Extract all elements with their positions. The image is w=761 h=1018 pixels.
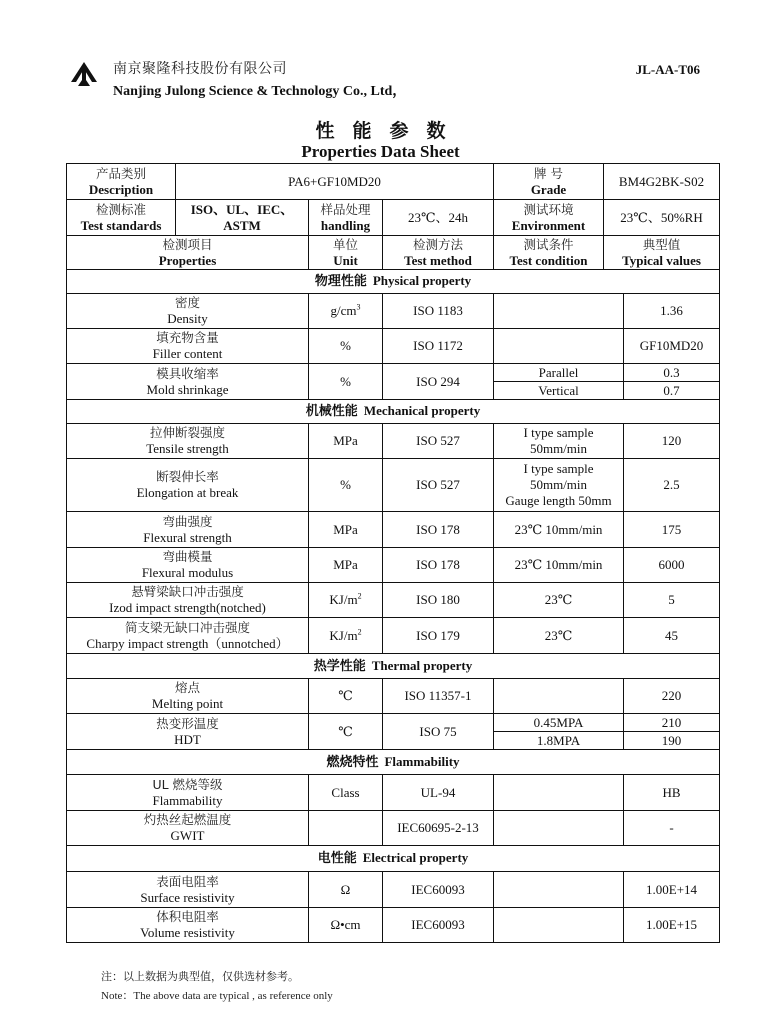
description-label: 产品类别 Description: [67, 164, 176, 200]
method-cell: UL-94: [383, 775, 494, 811]
unit-cell: Ω: [309, 872, 383, 908]
unit-cell: MPa: [309, 424, 383, 459]
unit-cell: Class: [309, 775, 383, 811]
method-cell: ISO 180: [383, 583, 494, 618]
julong-logo-icon: [70, 60, 98, 88]
condition-cell: 23℃: [494, 618, 624, 654]
unit-cell: Ω•cm: [309, 908, 383, 943]
unit-cell: [309, 811, 383, 846]
handling-label: 样品处理 handling: [309, 200, 383, 236]
method-cell: ISO 1183: [383, 294, 494, 329]
environment-label: 测试环境 Environment: [494, 200, 604, 236]
grade-value: BM4G2BK-S02: [604, 164, 720, 200]
unit-cell: MPa: [309, 548, 383, 583]
value-cell: 1.00E+14: [624, 872, 720, 908]
col-method: 检测方法 Test method: [383, 236, 494, 270]
property-name: 悬臂梁缺口冲击强度 Izod impact strength(notched): [67, 583, 309, 618]
value-cell: 1.00E+15: [624, 908, 720, 943]
section-physical: 物理性能 Physical property: [67, 270, 720, 294]
value-cell: 190: [624, 732, 720, 750]
value-cell: 6000: [624, 548, 720, 583]
table-row: [67, 872, 720, 908]
value-cell: 210: [624, 714, 720, 732]
condition-cell: Parallel: [494, 364, 624, 382]
value-cell: 0.3: [624, 364, 720, 382]
table-row: [67, 583, 720, 618]
property-name: 表面电阻率 Surface resistivity: [67, 872, 309, 908]
condition-cell: [494, 775, 624, 811]
table-row: [67, 459, 720, 512]
method-cell: IEC60093: [383, 908, 494, 943]
property-name: 断裂伸长率 Elongation at break: [67, 459, 309, 512]
property-name: 弯曲模量 Flexural modulus: [67, 548, 309, 583]
method-cell: ISO 178: [383, 548, 494, 583]
section-thermal: 热学性能 Thermal property: [67, 654, 720, 679]
table-row: [67, 618, 720, 654]
table-row: [67, 512, 720, 548]
condition-cell: [494, 908, 624, 943]
title-cn: 性能参数: [315, 120, 464, 142]
property-name: 拉伸断裂强度 Tensile strength: [67, 424, 309, 459]
condition-cell: I type sample 50mm/min Gauge length 50mm: [494, 459, 624, 512]
table-row: [67, 775, 720, 811]
property-name: 弯曲强度 Flexural strength: [67, 512, 309, 548]
method-cell: ISO 527: [383, 424, 494, 459]
property-name: 熔点 Melting point: [67, 679, 309, 714]
col-condition: 测试条件 Test condition: [494, 236, 604, 270]
method-cell: ISO 294: [383, 364, 494, 400]
company-name-cn: 南京聚隆科技股份有限公司: [113, 61, 287, 77]
handling-value: 23℃、24h: [383, 200, 494, 236]
environment-value: 23℃、50%RH: [604, 200, 720, 236]
value-cell: 2.5: [624, 459, 720, 512]
unit-cell: %: [309, 329, 383, 364]
method-cell: ISO 75: [383, 714, 494, 750]
property-name: 热变形温度 HDT: [67, 714, 309, 750]
value-cell: 120: [624, 424, 720, 459]
unit-cell: ℃: [309, 679, 383, 714]
property-name: UL 燃烧等级 Flammability: [67, 775, 309, 811]
table-row: [67, 329, 720, 364]
condition-cell: 1.8MPA: [494, 732, 624, 750]
condition-cell: [494, 679, 624, 714]
value-cell: 175: [624, 512, 720, 548]
section-mechanical: 机械性能 Mechanical property: [67, 400, 720, 424]
unit-cell: %: [309, 459, 383, 512]
method-cell: ISO 527: [383, 459, 494, 512]
value-cell: 1.36: [624, 294, 720, 329]
info-row-standards: [67, 200, 720, 236]
properties-table: [66, 163, 720, 943]
unit-cell: $KJ/m^2$: [309, 583, 383, 618]
method-cell: IEC60695-2-13: [383, 811, 494, 846]
method-cell: ISO 178: [383, 512, 494, 548]
property-name: 模具收缩率 Mold shrinkage: [67, 364, 309, 400]
table-row: [67, 364, 720, 382]
table-row: [67, 714, 720, 732]
unit-cell: MPa: [309, 512, 383, 548]
property-name: 简支梁无缺口冲击强度 Charpy impact strength（unnotched）: [67, 618, 309, 654]
description-value: PA6+GF10MD20: [176, 164, 494, 200]
condition-cell: Vertical: [494, 382, 624, 400]
col-unit: 单位 Unit: [309, 236, 383, 270]
condition-cell: 23℃ 10mm/min: [494, 512, 624, 548]
value-cell: HB: [624, 775, 720, 811]
property-name: 灼热丝起燃温度 GWIT: [67, 811, 309, 846]
note-cn: 注：以上数据为典型值，仅供选材参考。: [101, 970, 299, 983]
table-row: [67, 679, 720, 714]
table-row: [67, 294, 720, 329]
property-name: 填充物含量 Filler content: [67, 329, 309, 364]
column-header-row: [67, 236, 720, 270]
section-electrical: 电性能 Electrical property: [67, 846, 720, 872]
title-en: Properties Data Sheet: [301, 142, 460, 161]
section-flammability: 燃烧特性 Flammability: [67, 750, 720, 775]
method-cell: ISO 179: [383, 618, 494, 654]
value-cell: 0.7: [624, 382, 720, 400]
value-cell: 5: [624, 583, 720, 618]
method-cell: IEC60093: [383, 872, 494, 908]
note-en: Note：The above data are typical , as reference only: [101, 990, 333, 1002]
table-row: [67, 548, 720, 583]
table-row: [67, 811, 720, 846]
condition-cell: 0.45MPA: [494, 714, 624, 732]
unit-cell: ℃: [309, 714, 383, 750]
document-code: JL-AA-T06: [635, 62, 700, 77]
property-name: 密度 Density: [67, 294, 309, 329]
company-name-en: Nanjing Julong Science & Technology Co., Ltd，: [113, 84, 407, 99]
condition-cell: [494, 811, 624, 846]
table-row: [67, 424, 720, 459]
col-properties: 检测项目 Properties: [67, 236, 309, 270]
method-cell: ISO 11357-1: [383, 679, 494, 714]
condition-cell: [494, 329, 624, 364]
value-cell: -: [624, 811, 720, 846]
table-row: [67, 908, 720, 943]
value-cell: 220: [624, 679, 720, 714]
grade-label: 牌 号 Grade: [494, 164, 604, 200]
method-cell: ISO 1172: [383, 329, 494, 364]
condition-cell: I type sample 50mm/min: [494, 424, 624, 459]
condition-cell: [494, 872, 624, 908]
property-name: 体积电阻率 Volume resistivity: [67, 908, 309, 943]
condition-cell: 23℃: [494, 583, 624, 618]
unit-cell: $g/cm^3$: [309, 294, 383, 329]
info-row-description: [67, 164, 720, 200]
unit-cell: %: [309, 364, 383, 400]
document-header: [70, 56, 710, 106]
standards-label: 检测标准 Test standards: [67, 200, 176, 236]
unit-cell: $KJ/m^2$: [309, 618, 383, 654]
value-cell: 45: [624, 618, 720, 654]
condition-cell: 23℃ 10mm/min: [494, 548, 624, 583]
value-cell: GF10MD20: [624, 329, 720, 364]
col-values: 典型值 Typical values: [604, 236, 720, 270]
condition-cell: [494, 294, 624, 329]
standards-value: ISO、UL、IEC、ASTM: [176, 200, 309, 236]
